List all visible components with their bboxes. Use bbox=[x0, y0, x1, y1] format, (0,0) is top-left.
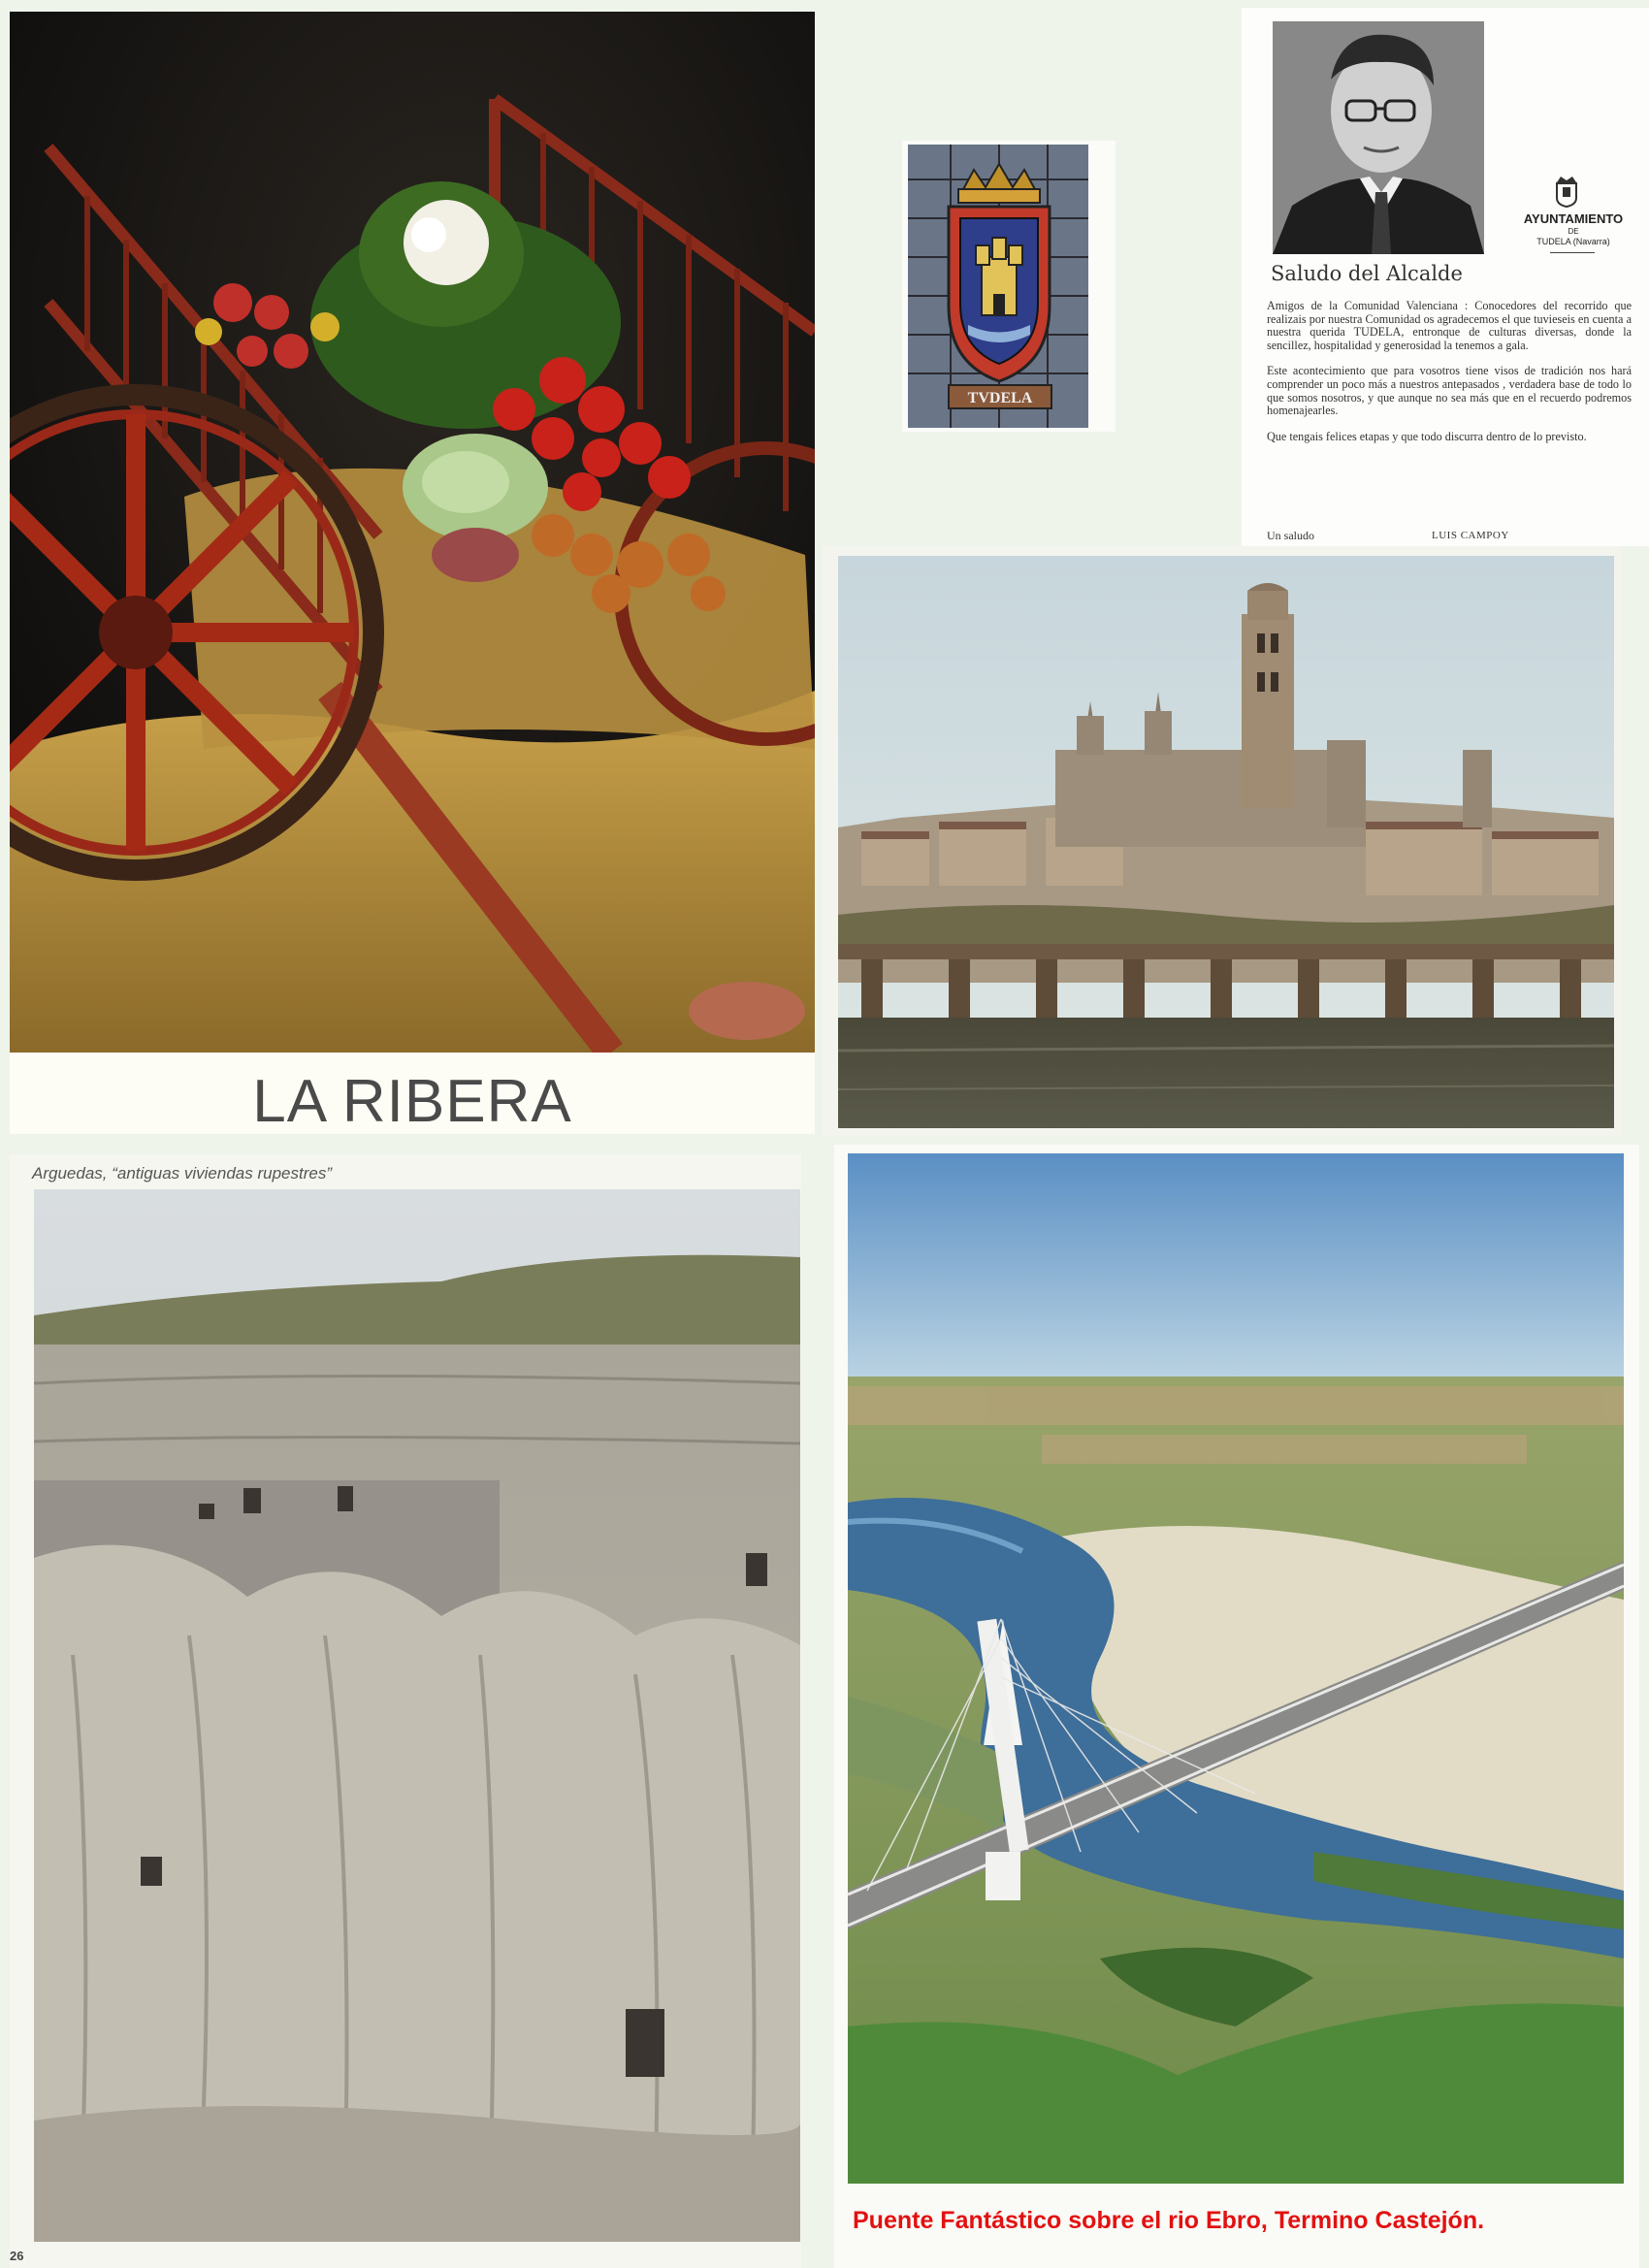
divider bbox=[1550, 252, 1595, 253]
mayor-portrait bbox=[1273, 21, 1484, 254]
letter-salute: Un saludo bbox=[1267, 529, 1314, 542]
coat-of-arms-panel bbox=[902, 141, 1116, 432]
letter-signature: LUIS CAMPOY bbox=[1432, 530, 1509, 541]
cable-stayed-bridge-aerial-photo bbox=[848, 1153, 1624, 2184]
vegetable-cart-photo bbox=[10, 12, 815, 1053]
letter-paragraph: Este acontecimiento que para vosotros tiene visos de tradición nos hará comprender un poco más a nuestros antepasados , verdadera base de todo lo que somos nosotros, y que aunque no sea más que en el recuerdo podremos homenajearles. bbox=[1267, 364, 1632, 418]
page-number: 26 bbox=[10, 2249, 24, 2263]
letter-paragraph: Amigos de la Comunidad Valenciana : Conocedores del recorrido que realizais por nuestra Comunidad os agradecemos el que tuvieseis en cuenta a nuestra querida TUDELA, entronque de culturas diversas, donde la sencillez, hospitalidad y generosidad la tenemos a gala. bbox=[1267, 299, 1632, 352]
institution-city: TUDELA (Navarra) bbox=[1536, 237, 1610, 246]
page-title: LA RIBERA bbox=[252, 1068, 572, 1134]
mayor-letter bbox=[1242, 8, 1649, 546]
stained-glass-coat-of-arms bbox=[902, 141, 1116, 432]
coat-of-arms-banner: TVDELA bbox=[967, 390, 1033, 406]
bridge-panel bbox=[834, 1145, 1639, 2268]
tudela-panel bbox=[823, 546, 1621, 1136]
ribera-panel bbox=[10, 12, 815, 1134]
institution-de: DE bbox=[1568, 227, 1579, 236]
institution-name: AYUNTAMIENTO bbox=[1523, 211, 1624, 226]
tudela-cathedral-river-photo bbox=[823, 546, 1621, 1136]
arguedas-panel bbox=[10, 1154, 801, 2268]
ayuntamiento-emblem-icon bbox=[1554, 175, 1579, 208]
letter-heading: Saludo del Alcalde bbox=[1271, 262, 1463, 285]
letter-paragraph: Que tengais felices etapas y que todo discurra dentro de lo previsto. bbox=[1267, 429, 1587, 443]
photo-caption: Arguedas, “antiguas viviendas rupestres” bbox=[32, 1164, 332, 1183]
letter-body bbox=[1267, 300, 1632, 456]
cave-dwellings-cliff-photo bbox=[34, 1189, 800, 2242]
photo-caption: Puente Fantástico sobre el rio Ebro, Termino Castejón. bbox=[853, 2207, 1485, 2234]
